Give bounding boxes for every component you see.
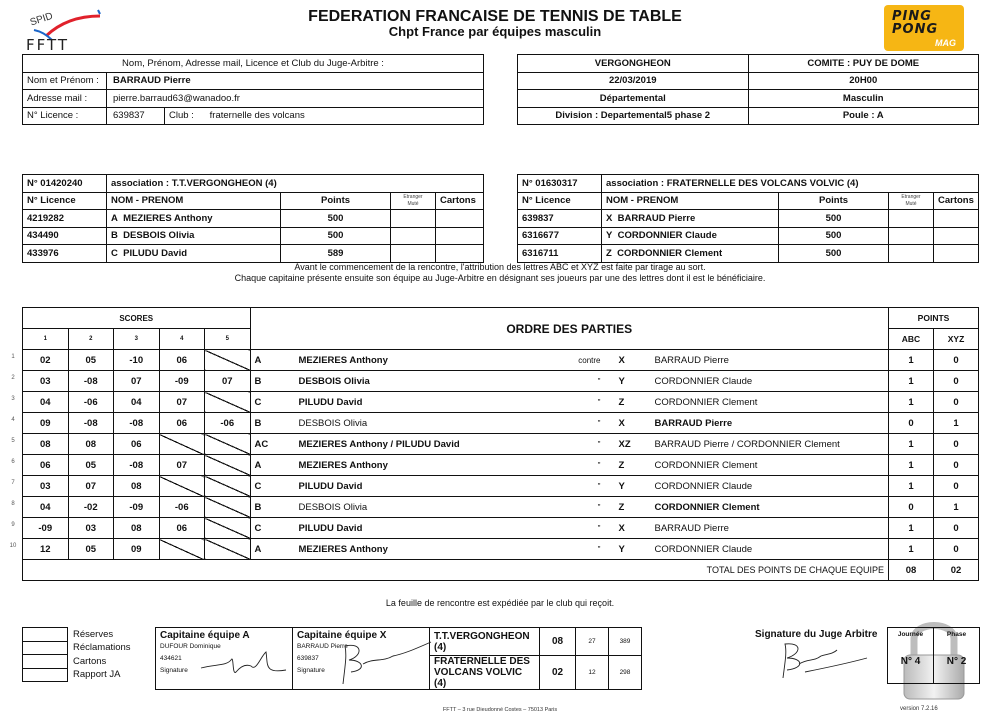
referee-licence-label: N° Licence : (23, 107, 107, 125)
set-score: 07 (159, 455, 205, 476)
referee-name: BARRAUD Pierre (107, 72, 484, 90)
set-score: 06 (23, 455, 69, 476)
draw-note: Avant le commencement de la rencontre, l'attribution des lettres ABC et XYZ est faite par tirage au sort. Chaque capitaine présente ensuite son équipe au Juge-Arbitre en désignant ses joueurs par une des lettres dont il est le bénéficiaire. (234, 262, 766, 283)
cartons-checkbox[interactable] (23, 655, 68, 669)
game-row (23, 455, 979, 476)
rapport-ja-label: Rapport JA (73, 669, 121, 681)
set-2-header: 2 (68, 329, 114, 350)
result-points-a: 389 (609, 628, 642, 656)
set-score: 07 (159, 392, 205, 413)
order-heading: ORDRE DES PARTIES (250, 308, 889, 350)
set-score: 09 (23, 413, 69, 434)
player-b: CORDONNIER Clement (654, 459, 758, 471)
set-score: 05 (68, 539, 114, 560)
set-score: 08 (68, 434, 114, 455)
set-score (205, 518, 251, 539)
judge-signature-label: Signature du Juge Arbitre (755, 629, 878, 640)
match-date: 22/03/2019 (518, 72, 749, 90)
set-score: -08 (114, 413, 160, 434)
game-order: B DESBOIS Olivia " X BARRAUD Pierre (250, 413, 889, 434)
game-row (23, 350, 979, 371)
set-score: 08 (23, 434, 69, 455)
points-xyz: 0 (934, 518, 979, 539)
col-etranger-mute: Etranger Muté (391, 192, 436, 210)
match-time: 20H00 (748, 72, 979, 90)
set-3-header: 3 (114, 329, 160, 350)
col-cartons: Cartons (934, 192, 979, 210)
set-score: 03 (68, 518, 114, 539)
col-licence: N° Licence (23, 192, 107, 210)
result-points-b: 298 (609, 656, 642, 690)
total-label: TOTAL DES POINTS DE CHAQUE EQUIPE (23, 560, 889, 581)
game-order: A MEZIERES Anthony " Z CORDONNIER Clement (250, 455, 889, 476)
phase-cell: Phase N° 2 (934, 628, 980, 684)
team-b-table (517, 174, 979, 263)
match-comite: COMITE : PUY DE DOME (748, 55, 979, 73)
points-xyz: 0 (934, 455, 979, 476)
player-a: DESBOIS Olivia (298, 501, 368, 513)
result-score-b: 02 (540, 656, 576, 690)
set-score: 12 (23, 539, 69, 560)
row-number: 2 (11, 375, 15, 381)
player-a: MEZIERES Anthony (298, 459, 388, 471)
abc-header: ABC (889, 329, 934, 350)
player-a: PILUDU David (298, 480, 363, 492)
points-abc: 1 (889, 392, 934, 413)
set-score: 02 (23, 350, 69, 371)
captain-a-signature (196, 646, 291, 682)
result-team-a: T.T.VERGONGHEON (4) (430, 628, 540, 656)
player-b: CORDONNIER Clement (654, 501, 760, 513)
team-b-number: N° 01630317 (518, 175, 602, 193)
journee-cell: Journée N° 4 (888, 628, 934, 684)
row-number: 10 (9, 543, 17, 549)
reserves-label: Réserves (73, 628, 114, 640)
team-a-number: N° 01420240 (23, 175, 107, 193)
reclamations-label: Réclamations (73, 642, 131, 654)
set-4-header: 4 (159, 329, 205, 350)
set-5-header: 5 (205, 329, 251, 350)
points-xyz: 1 (934, 413, 979, 434)
rapport-ja-checkbox[interactable] (23, 668, 68, 682)
referee-email: pierre.barraud63@wanadoo.fr (107, 90, 484, 108)
row-number: 6 (11, 459, 15, 465)
sent-note: La feuille de rencontre est expédiée par le club qui reçoit. (385, 598, 615, 608)
player-row: 434490 B DESBOIS Olivia 500 (23, 227, 484, 245)
set-score (205, 392, 251, 413)
game-order: A MEZIERES Anthony contre X BARRAUD Pierre (250, 350, 889, 371)
points-abc: 1 (889, 455, 934, 476)
game-row (23, 371, 979, 392)
set-score: -09 (114, 497, 160, 518)
set-score: 07 (68, 476, 114, 497)
team-a-association: association : T.T.VERGONGHEON (4) (107, 175, 484, 193)
points-abc: 1 (889, 539, 934, 560)
set-score: 09 (114, 539, 160, 560)
captain-a-box: Capitaine équipe A DUFOUR Dominique 434621 Signature (156, 628, 293, 690)
player-a: DESBOIS Olivia (298, 375, 370, 387)
match-poule: Poule : A (748, 107, 979, 125)
points-abc: 0 (889, 497, 934, 518)
points-xyz: 0 (934, 350, 979, 371)
player-b: BARRAUD Pierre (654, 354, 729, 366)
report-checklist (22, 627, 132, 682)
set-score: -06 (205, 413, 251, 434)
set-score: -06 (68, 392, 114, 413)
col-cartons: Cartons (436, 192, 484, 210)
col-points: Points (281, 192, 391, 210)
points-xyz: 1 (934, 497, 979, 518)
captain-x-signature (333, 636, 433, 686)
match-division: Division : Departemental5 phase 2 (518, 107, 749, 125)
game-order: C PILUDU David " X BARRAUD Pierre (250, 518, 889, 539)
player-b: CORDONNIER Claude (654, 480, 753, 492)
referee-licence: 639837 (107, 107, 165, 125)
player-row: 433976 C PILUDU David 589 (23, 245, 484, 263)
set-score: -06 (159, 497, 205, 518)
set-score: 04 (23, 497, 69, 518)
scores-table (22, 307, 979, 581)
match-venue: VERGONGHEON (518, 55, 749, 73)
points-abc: 1 (889, 476, 934, 497)
row-number: 8 (11, 501, 15, 507)
set-score: 07 (114, 371, 160, 392)
referee-email-label: Adresse mail : (23, 90, 107, 108)
player-a: MEZIERES Anthony / PILUDU David (298, 438, 460, 450)
fftt-logo (22, 6, 112, 52)
player-row: 6316711 Z CORDONNIER Clement 500 (518, 245, 979, 263)
captain-x-box: Capitaine équipe X BARRAUD Pierre 639837 Signature (293, 628, 430, 690)
set-score: -08 (68, 371, 114, 392)
set-score: -09 (159, 371, 205, 392)
total-abc: 08 (889, 560, 934, 581)
referee-table (22, 54, 484, 125)
set-score: 04 (114, 392, 160, 413)
set-score (205, 350, 251, 371)
journee-phase-table (887, 627, 980, 684)
col-points: Points (779, 192, 889, 210)
team-a-table (22, 174, 484, 263)
player-a: DESBOIS Olivia (298, 417, 368, 429)
set-score: -02 (68, 497, 114, 518)
col-licence: N° Licence (518, 192, 602, 210)
player-row: 4219282 A MEZIERES Anthony 500 (23, 210, 484, 228)
set-score: 03 (23, 476, 69, 497)
points-xyz: 0 (934, 476, 979, 497)
result-team-b: FRATERNELLE DES VOLCANS VOLVIC (4) (430, 656, 540, 690)
set-score: -08 (114, 455, 160, 476)
row-number: 9 (11, 522, 15, 528)
player-row: 639837 X BARRAUD Pierre 500 (518, 210, 979, 228)
player-a: PILUDU David (298, 522, 363, 534)
xyz-header: XYZ (934, 329, 979, 350)
captains-results-table (155, 627, 642, 690)
game-row (23, 434, 979, 455)
player-row: 6316677 Y CORDONNIER Claude 500 (518, 227, 979, 245)
reserves-checkbox[interactable] (23, 628, 68, 642)
team-b-association: association : FRATERNELLE DES VOLCANS VOLVIC (4) (602, 175, 979, 193)
set-score: 06 (159, 518, 205, 539)
player-b: CORDONNIER Claude (654, 375, 753, 387)
player-b: BARRAUD Pierre (654, 522, 729, 534)
version-label: version 7.2.16 (900, 706, 938, 712)
match-gender: Masculin (748, 90, 979, 108)
points-abc: 0 (889, 413, 934, 434)
reclamations-checkbox[interactable] (23, 641, 68, 655)
player-b: BARRAUD Pierre / CORDONNIER Clement (654, 438, 840, 450)
game-order: C PILUDU David " Y CORDONNIER Claude (250, 476, 889, 497)
set-score (205, 497, 251, 518)
set-score (159, 539, 205, 560)
points-xyz: 0 (934, 392, 979, 413)
player-b: CORDONNIER Claude (654, 543, 753, 555)
set-score: 04 (23, 392, 69, 413)
result-sets-b: 12 (576, 656, 609, 690)
col-name: NOM - PRENOM (107, 192, 281, 210)
set-score: 06 (159, 413, 205, 434)
points-xyz: 0 (934, 371, 979, 392)
scores-heading: SCORES (23, 308, 251, 329)
match-level: Départemental (518, 90, 749, 108)
game-order: B DESBOIS Olivia " Z CORDONNIER Clement (250, 497, 889, 518)
row-number: 1 (11, 354, 15, 360)
set-score: -09 (23, 518, 69, 539)
row-number: 5 (11, 438, 15, 444)
result-sets-a: 27 (576, 628, 609, 656)
cartons-label: Cartons (73, 655, 107, 667)
col-etranger-mute: Etranger Muté (889, 192, 934, 210)
set-score: 05 (68, 455, 114, 476)
game-row (23, 539, 979, 560)
player-b: BARRAUD Pierre (654, 417, 733, 429)
set-score (205, 476, 251, 497)
set-score (205, 434, 251, 455)
game-row (23, 392, 979, 413)
footer-address: FFTT – 3 rue Dieudonné Costes – 75013 Paris (442, 707, 558, 713)
set-score: 06 (159, 350, 205, 371)
points-abc: 1 (889, 434, 934, 455)
game-order: A MEZIERES Anthony " Y CORDONNIER Claude (250, 539, 889, 560)
game-row (23, 476, 979, 497)
set-score: 03 (23, 371, 69, 392)
set-score: 05 (68, 350, 114, 371)
col-name: NOM - PRENOM (602, 192, 779, 210)
set-score (205, 455, 251, 476)
set-score (205, 539, 251, 560)
match-info-table (517, 54, 979, 125)
set-score: 06 (114, 434, 160, 455)
player-a: MEZIERES Anthony (298, 354, 388, 366)
referee-club: Club : fraternelle des volcans (165, 107, 484, 125)
row-number: 7 (11, 480, 15, 486)
row-number: 3 (11, 396, 15, 402)
game-order: AC MEZIERES Anthony / PILUDU David " XZ BARRAUD Pierre / CORDONNIER Clement (250, 434, 889, 455)
points-abc: 1 (889, 371, 934, 392)
game-order: B DESBOIS Olivia " Y CORDONNIER Claude (250, 371, 889, 392)
set-score: 07 (205, 371, 251, 392)
page-subtitle: Chpt France par équipes masculin (388, 24, 602, 39)
game-row (23, 413, 979, 434)
points-xyz: 0 (934, 539, 979, 560)
game-order: C PILUDU David " Z CORDONNIER Clement (250, 392, 889, 413)
player-a: MEZIERES Anthony (298, 543, 388, 555)
row-number: 4 (11, 417, 15, 423)
set-score (159, 434, 205, 455)
total-xyz: 02 (934, 560, 979, 581)
set-score: -10 (114, 350, 160, 371)
points-abc: 1 (889, 518, 934, 539)
page-title: FEDERATION FRANCAISE DE TENNIS DE TABLE (308, 8, 682, 25)
set-score: -08 (68, 413, 114, 434)
judge-signature (775, 640, 870, 680)
player-b: CORDONNIER Clement (654, 396, 758, 408)
game-row (23, 497, 979, 518)
points-heading: POINTS (889, 308, 979, 329)
points-xyz: 0 (934, 434, 979, 455)
result-score-a: 08 (540, 628, 576, 656)
set-1-header: 1 (23, 329, 69, 350)
set-score: 08 (114, 476, 160, 497)
game-row (23, 518, 979, 539)
set-score: 08 (114, 518, 160, 539)
svg-text:FFTT: FFTT (26, 36, 70, 52)
player-a: PILUDU David (298, 396, 363, 408)
points-abc: 1 (889, 350, 934, 371)
set-score (159, 476, 205, 497)
pingpong-mag-logo: PING PONG MAG (884, 5, 964, 51)
referee-name-label: Nom et Prénom : (23, 72, 107, 90)
referee-heading: Nom, Prénom, Adresse mail, Licence et Club du Juge-Arbitre : (23, 55, 484, 73)
svg-text:SPID: SPID (28, 10, 55, 29)
